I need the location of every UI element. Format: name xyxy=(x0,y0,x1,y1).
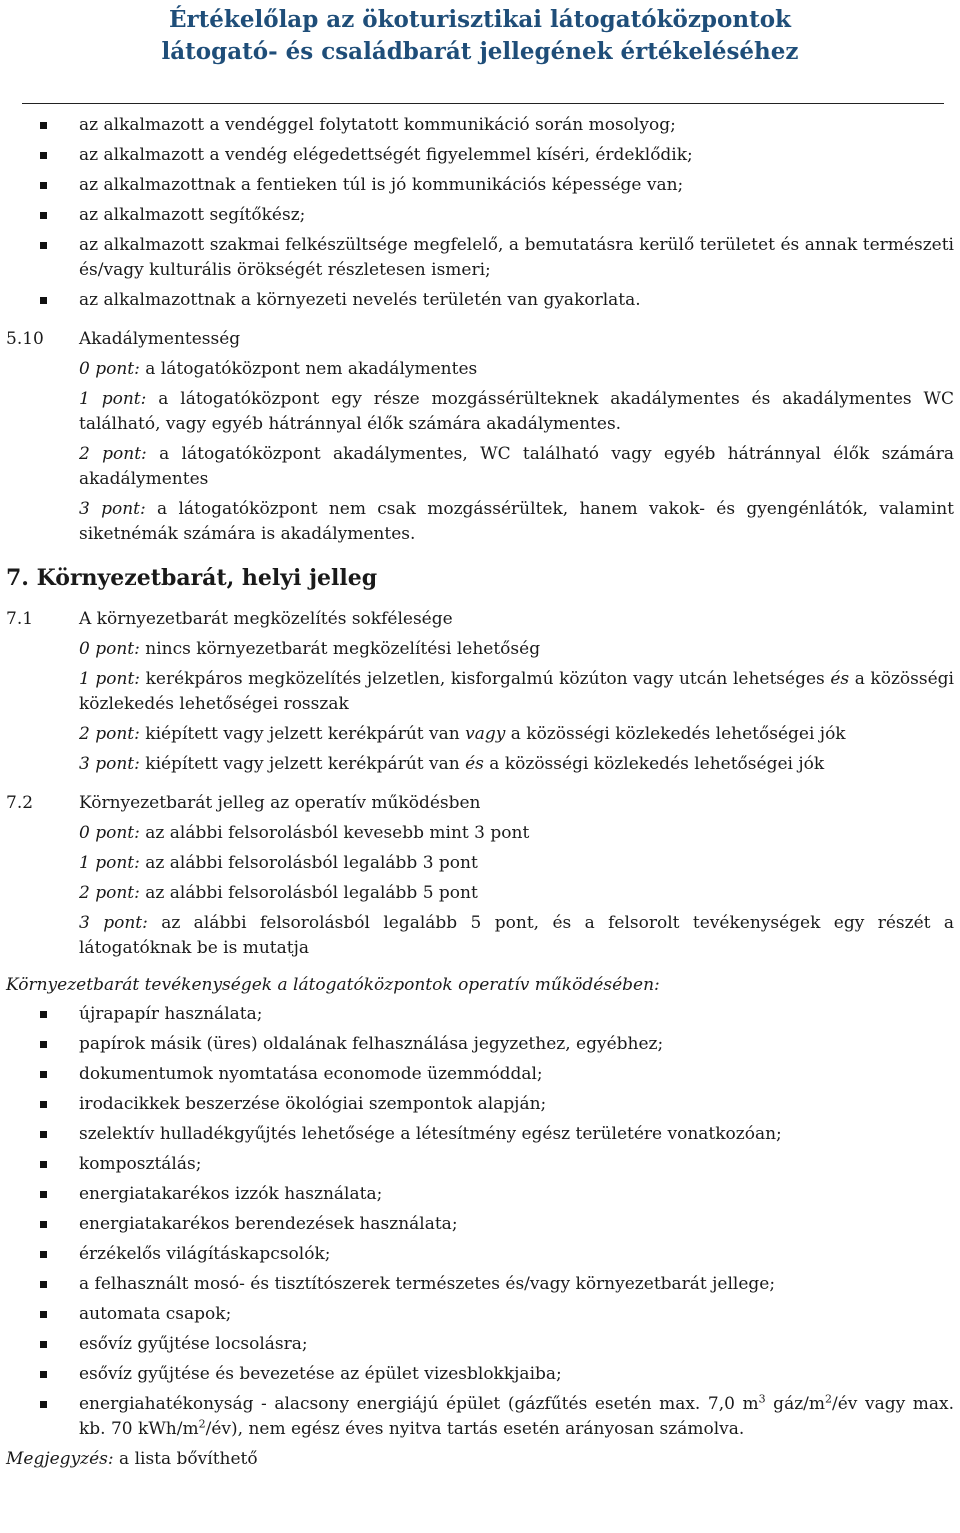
page-content xyxy=(0,113,960,1472)
list-item: dokumentumok nyomtatása economode üzemmóddal; xyxy=(0,1062,960,1087)
emphasis: és xyxy=(465,754,484,774)
score-text: a látogatóközpont akadálymentes, WC található vagy egyéb hátránnyal élők számára akadálymentes xyxy=(79,444,954,489)
score-label: 3 pont: xyxy=(79,499,146,519)
page-header xyxy=(0,0,960,68)
list-item: komposztálás; xyxy=(0,1152,960,1177)
list-item: esővíz gyűjtése locsolásra; xyxy=(0,1332,960,1357)
section-number: 5.10 xyxy=(6,329,44,349)
activities-bullet-list xyxy=(0,1002,960,1442)
score-text: nincs környezetbarát megközelítési lehetőség xyxy=(139,639,541,659)
score-text: a közösségi közlekedés lehetőségei jók xyxy=(505,724,846,744)
score-label: 0 pont: xyxy=(79,639,140,659)
score-text: a látogatóközpont egy része mozgássérülteknek akadálymentes és akadálymentes WC található, vagy egyéb hátránnyal élők számára akadálymentes. xyxy=(79,389,954,434)
emphasis: és xyxy=(830,669,850,689)
list-item: az alkalmazott szakmai felkészültsége megfelelő, a bemutatásra kerülő területet és annak természeti és/vagy kulturális örökségét részletesen ismeri; xyxy=(0,233,960,283)
score-item xyxy=(0,722,960,747)
score-label: 0 pont: xyxy=(79,359,140,379)
score-item xyxy=(0,387,960,437)
list-item: az alkalmazottnak a környezeti nevelés területén van gyakorlata. xyxy=(0,288,960,313)
header-title-line2: látogató- és családbarát jellegének értékeléséhez xyxy=(161,38,799,65)
staff-bullet-list xyxy=(0,113,960,313)
list-item: az alkalmazottnak a fentieken túl is jó kommunikációs képessége van; xyxy=(0,173,960,198)
section-number: 7.2 xyxy=(6,793,34,813)
header-rule xyxy=(22,103,944,104)
score-text: az alábbi felsorolásból legalább 3 pont xyxy=(139,853,478,873)
score-text: az alábbi felsorolásból legalább 5 pont, és a felsorolt tevékenységek egy részét a látogatóknak be is mutatja xyxy=(79,913,954,958)
header-title-line1: Értékelőlap az ökoturisztikai látogatóközpontok xyxy=(169,6,791,33)
score-label: 1 pont: xyxy=(79,669,141,689)
score-item xyxy=(0,357,960,382)
list-item: érzékelős világításkapcsolók; xyxy=(0,1242,960,1267)
score-label: 0 pont: xyxy=(79,823,140,843)
score-label: 3 pont: xyxy=(79,913,148,933)
score-text: a közösségi közlekedés lehetőségei jók xyxy=(483,754,825,774)
score-text: a közösségi közlekedés lehetőségei rosszak xyxy=(79,669,954,714)
list-item: energiatakarékos izzók használata; xyxy=(0,1182,960,1207)
score-label: 2 pont: xyxy=(79,724,140,744)
score-item xyxy=(0,497,960,547)
list-item: papírok másik (üres) oldalának felhasználása jegyzethez, egyébhez; xyxy=(0,1032,960,1057)
section-7-1-heading xyxy=(0,607,960,632)
score-item xyxy=(0,911,960,961)
list-item: a felhasznált mosó- és tisztítószerek természetes és/vagy környezetbarát jellege; xyxy=(0,1272,960,1297)
note-label: Megjegyzés: xyxy=(6,1449,114,1469)
score-text: az alábbi felsorolásból legalább 5 pont xyxy=(139,883,478,903)
score-item xyxy=(0,851,960,876)
section-number: 7.1 xyxy=(6,609,34,629)
note-text: a lista bővíthető xyxy=(113,1449,258,1469)
list-item: energiatakarékos berendezések használata; xyxy=(0,1212,960,1237)
list-item: az alkalmazott a vendéggel folytatott kommunikáció során mosolyog; xyxy=(0,113,960,138)
score-item xyxy=(0,881,960,906)
list-item: az alkalmazott a vendég elégedettségét figyelemmel kíséri, érdeklődik; xyxy=(0,143,960,168)
section-title: Akadálymentesség xyxy=(79,329,241,349)
list-item: irodacikkek beszerzése ökológiai szempontok alapján; xyxy=(0,1092,960,1117)
score-text: kiépített vagy jelzett kerékpárút van xyxy=(139,754,466,774)
score-item xyxy=(0,637,960,662)
score-label: 3 pont: xyxy=(79,754,140,774)
list-item: automata csapok; xyxy=(0,1302,960,1327)
score-label: 2 pont: xyxy=(79,883,140,903)
score-text: az alábbi felsorolásból kevesebb mint 3 pont xyxy=(139,823,530,843)
section-title: Környezetbarát jelleg az operatív működésben xyxy=(79,793,481,813)
chapter-7-title: 7. Környezetbarát, helyi jelleg xyxy=(6,565,378,591)
list-item: szelektív hulladékgyűjtés lehetősége a létesítmény egész területére vonatkozóan; xyxy=(0,1122,960,1147)
score-text: kiépített vagy jelzett kerékpárút van xyxy=(139,724,466,744)
score-text: kerékpáros megközelítés jelzetlen, kisforgalmú közúton vagy utcán lehetséges xyxy=(140,669,831,689)
score-label: 1 pont: xyxy=(79,853,140,873)
section-title: A környezetbarát megközelítés sokfélesége xyxy=(79,609,453,629)
score-item xyxy=(0,667,960,717)
list-item: újrapapír használata; xyxy=(0,1002,960,1027)
list-item: az alkalmazott segítőkész; xyxy=(0,203,960,228)
score-item xyxy=(0,821,960,846)
score-text: a látogatóközpont nem csak mozgássérültek, hanem vakok- és gyengénlátók, valamint siketnémák számára is akadálymentes. xyxy=(79,499,954,544)
list-item: esővíz gyűjtése és bevezetése az épület vizesblokkjaiba; xyxy=(0,1362,960,1387)
emphasis: vagy xyxy=(465,724,506,744)
list-item-energy: energiahatékonyság - alacsony energiájú épület (gázfűtés esetén max. 7,0 $m^3$ gáz/$m^2/év$ vagy max. kb. 70 kWh/$m^2/év$), nem egész éves nyitva tartás esetén arányosan számolva. xyxy=(0,1392,960,1442)
score-label: 2 pont: xyxy=(79,444,147,464)
score-text: a látogatóközpont nem akadálymentes xyxy=(139,359,478,379)
score-label: 1 pont: xyxy=(79,389,147,409)
score-item xyxy=(0,442,960,492)
section-5-10-heading xyxy=(0,327,960,352)
score-item xyxy=(0,752,960,777)
activities-intro: Környezetbarát tevékenységek a látogatóközpontok operatív működésében: xyxy=(6,975,660,995)
section-7-2-heading xyxy=(0,791,960,816)
footnote xyxy=(0,1447,960,1472)
